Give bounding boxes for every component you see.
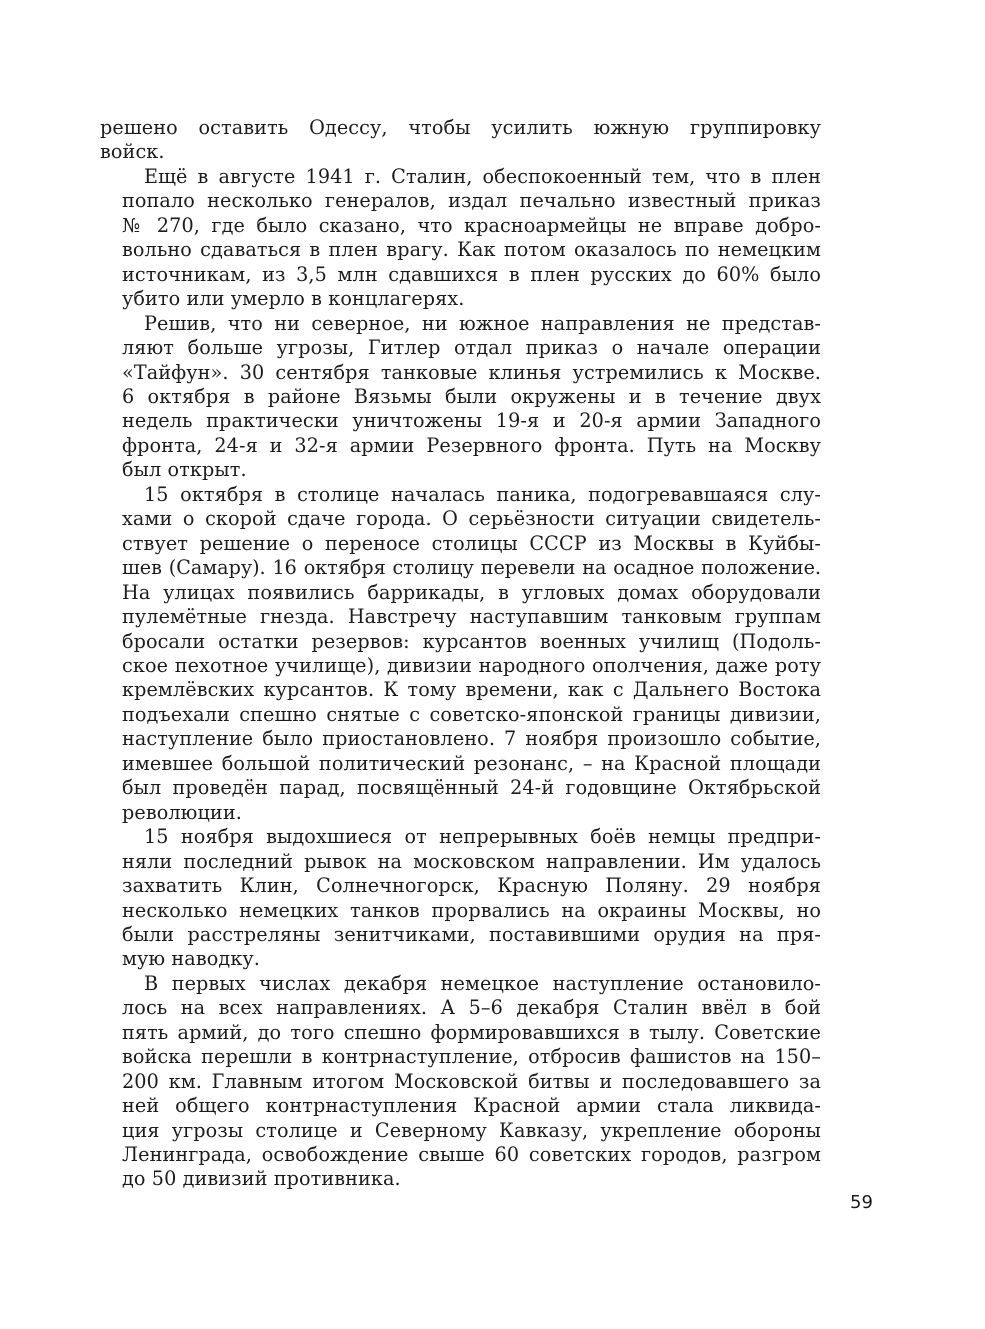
text-line: захватить Клин, Солнечногорск, Красную Поляну. 29 ноября <box>122 874 821 898</box>
page-number: 59 <box>850 1192 873 1213</box>
text-line: пять армий, до того спешно формировавшихся в тылу. Советские <box>122 1020 821 1044</box>
paragraph-december-counteroffensive <box>100 972 821 1192</box>
text-line: пулемётные гнезда. Навстречу наступавшим танковым группам <box>122 605 821 629</box>
text-line: решено оставить Одессу, чтобы усилить южную группировку <box>100 116 821 139</box>
text-line: вольно сдаваться в плен врагу. Как потом оказалось по немецким <box>122 238 821 262</box>
text-line: ствует решение о переносе столицы СССР из Москвы в Куйбы- <box>122 531 821 555</box>
paragraph-odessa <box>100 116 821 165</box>
text-line: мую наводку. <box>122 947 260 971</box>
text-line: фронта, 24-я и 32-я армии Резервного фронта. Путь на Москву <box>122 433 821 457</box>
text-line: попало несколько генералов, издал печально известный приказ <box>122 189 821 213</box>
text-line: до 50 дивизий противника. <box>122 1167 401 1191</box>
text-line: несколько немецких танков прорвались на окраины Москвы, но <box>122 898 821 922</box>
text-line: кремлёвских курсантов. К тому времени, как с Дальнего Востока <box>122 678 821 702</box>
text-line: ляют больше угрозы, Гитлер отдал приказ о начале операции <box>122 336 821 360</box>
text-line: бросали остатки резервов: курсантов военных училищ (Подоль- <box>122 629 821 653</box>
text-line: лось на всех направлениях. А 5–6 декабря Сталин ввёл в бой <box>122 996 821 1020</box>
text-line: наступление было приостановлено. 7 ноября произошло событие, <box>122 727 821 751</box>
text-line: ское пехотное училище), дивизии народного ополчения, даже роту <box>122 653 821 677</box>
text-line: подъехали спешно снятые с советско-японской границы дивизии, <box>122 702 821 726</box>
text-line: источникам, из 3,5 млн сдавшихся в плен русских до 60% было <box>122 262 821 286</box>
text-line: революции. <box>122 800 242 824</box>
text-line: На улицах появились баррикады, в угловых домах оборудовали <box>122 580 821 604</box>
text-line: имевшее большой политический резонанс, – на Красной площади <box>122 751 821 775</box>
text-line: № 270, где было сказано, что красноармейцы не вправе добро- <box>122 213 821 237</box>
paragraph-october-panic <box>100 483 821 825</box>
text-line: 15 ноября выдохшиеся от непрерывных боёв немцы предпри- <box>144 825 821 849</box>
text-line: 15 октября в столице началась паника, подогревавшаяся слу- <box>144 482 821 506</box>
text-line: ней общего контрнаступления Красной армии стала ликвида- <box>122 1094 821 1118</box>
paragraph-typhoon <box>100 312 821 483</box>
text-line: войска перешли в контрнаступление, отбросив фашистов на 150– <box>122 1045 821 1069</box>
text-line: были расстреляны зенитчиками, поставившими орудия на пря- <box>122 922 821 946</box>
text-line: Ленинграда, освобождение свыше 60 советских городов, разгром <box>122 1143 821 1167</box>
page-body <box>100 116 821 1192</box>
text-line: 200 км. Главным итогом Московской битвы и последовавшего за <box>122 1069 821 1093</box>
text-line: В первых числах декабря немецкое наступление остановило- <box>144 971 821 995</box>
text-line: ция угрозы столице и Северному Кавказу, укрепление обороны <box>122 1118 821 1142</box>
text-line: шев (Самару). 16 октября столицу перевели на осадное положение. <box>122 556 821 580</box>
text-line: войск. <box>100 140 165 164</box>
text-line: 6 октября в районе Вязьмы были окружены и в течение двух <box>122 384 821 408</box>
text-line: няли последний рывок на московском направлении. Им удалось <box>122 849 821 873</box>
text-line: убито или умерло в концлагерях. <box>122 287 465 311</box>
text-line: хами о скорой сдаче города. О серьёзности ситуации свидетель- <box>122 507 821 531</box>
text-line: был открыт. <box>122 458 247 482</box>
text-line: был проведён парад, посвящённый 24-й годовщине Октябрьской <box>122 776 821 800</box>
text-line: «Тайфун». 30 сентября танковые клинья устремились к Москве. <box>122 360 821 384</box>
text-line: Решив, что ни северное, ни южное направления не представ- <box>144 311 821 335</box>
text-line: Ещё в августе 1941 г. Сталин, обеспокоенный тем, что в плен <box>144 164 821 188</box>
paragraph-order-270 <box>100 165 821 312</box>
paragraph-november-offensive <box>100 825 821 972</box>
text-line: недель практически уничтожены 19-я и 20-я армии Западного <box>122 409 821 433</box>
